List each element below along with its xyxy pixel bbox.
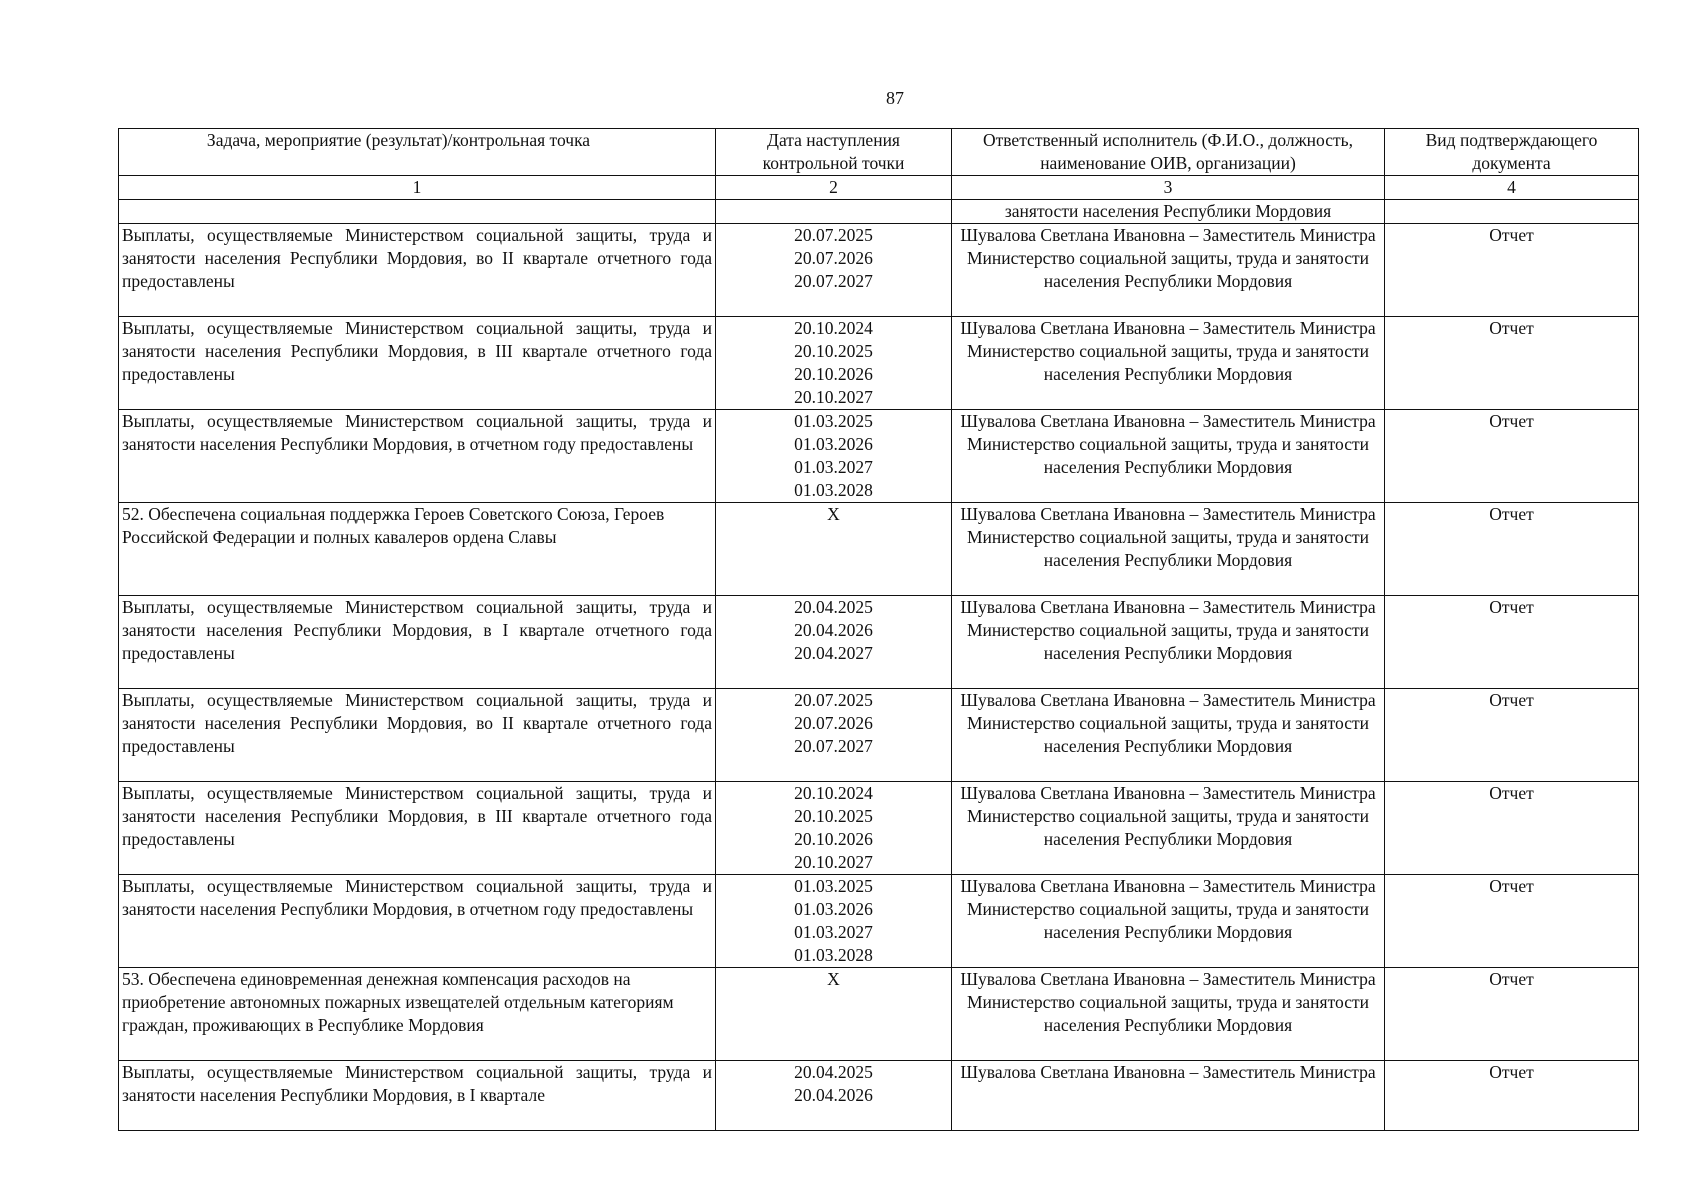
responsible-person: Шувалова Светлана Ивановна – Заместитель Министра	[960, 1062, 1376, 1082]
control-date: 20.04.2025	[794, 1062, 873, 1082]
continuation-responsible: занятости населения Республики Мордовия	[952, 200, 1385, 224]
control-date: 20.07.2025	[794, 690, 873, 710]
task-cell: Выплаты, осуществляемые Министерством социальной защиты, труда и занятости населения Республики Мордовия, в III квартале отчетного года предоставлены	[119, 782, 716, 875]
control-date: 20.10.2027	[794, 387, 873, 407]
control-date: 01.03.2026	[794, 434, 873, 454]
responsible-cell	[952, 596, 1385, 689]
control-date: X	[827, 969, 840, 989]
control-points-table	[118, 128, 1639, 1131]
document-type-cell: Отчет	[1385, 317, 1639, 410]
control-date: 20.10.2024	[794, 783, 873, 803]
responsible-organization: Министерство социальной защиты, труда и занятости населения Республики Мордовия	[967, 713, 1369, 756]
responsible-person: Шувалова Светлана Ивановна – Заместитель Министра	[960, 690, 1376, 710]
responsible-cell	[952, 224, 1385, 317]
responsible-organization: Министерство социальной защиты, труда и занятости населения Республики Мордовия	[967, 527, 1369, 570]
date-cell	[716, 782, 952, 875]
header-responsible: Ответственный исполнитель (Ф.И.О., должность, наименование ОИВ, организации)	[952, 129, 1385, 176]
control-date: 20.04.2027	[794, 643, 873, 663]
continuation-document	[1385, 200, 1639, 224]
table-row	[119, 968, 1639, 1061]
control-date: 01.03.2028	[794, 945, 873, 965]
responsible-person: Шувалова Светлана Ивановна – Заместитель Министра	[960, 318, 1376, 338]
control-date: 20.10.2025	[794, 806, 873, 826]
control-date: 20.04.2026	[794, 1085, 873, 1105]
table-row	[119, 224, 1639, 317]
document-type-cell: Отчет	[1385, 875, 1639, 968]
responsible-organization: Министерство социальной защиты, труда и занятости населения Республики Мордовия	[967, 899, 1369, 942]
continuation-date	[716, 200, 952, 224]
column-number-2: 2	[716, 176, 952, 200]
document-type-cell: Отчет	[1385, 968, 1639, 1061]
task-cell: Выплаты, осуществляемые Министерством социальной защиты, труда и занятости населения Республики Мордовия, во II квартале отчетного года предоставлены	[119, 224, 716, 317]
table-row	[119, 596, 1639, 689]
responsible-person: Шувалова Светлана Ивановна – Заместитель Министра	[960, 225, 1376, 245]
task-cell: 53. Обеспечена единовременная денежная компенсация расходов на приобретение автономных пожарных извещателей отдельным категориям граждан, проживающих в Республике Мордовия	[119, 968, 716, 1061]
control-date: 20.10.2026	[794, 364, 873, 384]
document-type-cell: Отчет	[1385, 689, 1639, 782]
responsible-organization: Министерство социальной защиты, труда и занятости населения Республики Мордовия	[967, 341, 1369, 384]
document-type-cell: Отчет	[1385, 224, 1639, 317]
document-type-cell: Отчет	[1385, 782, 1639, 875]
control-date: 01.03.2027	[794, 922, 873, 942]
responsible-cell	[952, 503, 1385, 596]
date-cell	[716, 410, 952, 503]
document-type-cell: Отчет	[1385, 1061, 1639, 1131]
control-date: 01.03.2027	[794, 457, 873, 477]
responsible-person: Шувалова Светлана Ивановна – Заместитель Министра	[960, 597, 1376, 617]
header-document-type: Вид подтверждающего документа	[1385, 129, 1639, 176]
table-row	[119, 503, 1639, 596]
control-date: 20.04.2025	[794, 597, 873, 617]
responsible-cell	[952, 875, 1385, 968]
table-row	[119, 410, 1639, 503]
control-date: X	[827, 504, 840, 524]
table-row	[119, 317, 1639, 410]
responsible-organization: Министерство социальной защиты, труда и занятости населения Республики Мордовия	[967, 992, 1369, 1035]
control-date: 20.10.2024	[794, 318, 873, 338]
task-cell: Выплаты, осуществляемые Министерством социальной защиты, труда и занятости населения Республики Мордовия, в I квартале отчетного года предоставлены	[119, 596, 716, 689]
date-cell	[716, 503, 952, 596]
control-date: 20.10.2026	[794, 829, 873, 849]
responsible-cell	[952, 968, 1385, 1061]
task-cell: Выплаты, осуществляемые Министерством социальной защиты, труда и занятости населения Республики Мордовия, в отчетном году предоставлены	[119, 875, 716, 968]
table-row	[119, 875, 1639, 968]
responsible-organization: Министерство социальной защиты, труда и занятости населения Республики Мордовия	[967, 248, 1369, 291]
control-date: 01.03.2025	[794, 876, 873, 896]
responsible-cell	[952, 689, 1385, 782]
header-task: Задача, мероприятие (результат)/контрольная точка	[119, 129, 716, 176]
date-cell	[716, 875, 952, 968]
continuation-row	[119, 200, 1639, 224]
control-date: 20.04.2026	[794, 620, 873, 640]
control-date: 20.07.2025	[794, 225, 873, 245]
responsible-cell	[952, 410, 1385, 503]
date-cell	[716, 689, 952, 782]
responsible-person: Шувалова Светлана Ивановна – Заместитель Министра	[960, 969, 1376, 989]
task-cell: Выплаты, осуществляемые Министерством социальной защиты, труда и занятости населения Республики Мордовия, во II квартале отчетного года предоставлены	[119, 689, 716, 782]
date-cell	[716, 317, 952, 410]
control-date: 01.03.2028	[794, 480, 873, 500]
task-cell: Выплаты, осуществляемые Министерством социальной защиты, труда и занятости населения Республики Мордовия, в III квартале отчетного года предоставлены	[119, 317, 716, 410]
table-row	[119, 782, 1639, 875]
control-date: 20.10.2025	[794, 341, 873, 361]
control-date: 01.03.2026	[794, 899, 873, 919]
header-date: Дата наступления контрольной точки	[716, 129, 952, 176]
responsible-organization: Министерство социальной защиты, труда и занятости населения Республики Мордовия	[967, 434, 1369, 477]
header-row	[119, 129, 1639, 176]
responsible-cell	[952, 782, 1385, 875]
responsible-person: Шувалова Светлана Ивановна – Заместитель Министра	[960, 876, 1376, 896]
date-cell	[716, 968, 952, 1061]
column-number-1: 1	[119, 176, 716, 200]
document-type-cell: Отчет	[1385, 503, 1639, 596]
date-cell	[716, 1061, 952, 1131]
task-cell: 52. Обеспечена социальная поддержка Героев Советского Союза, Героев Российской Федерации и полных кавалеров ордена Славы	[119, 503, 716, 596]
responsible-person: Шувалова Светлана Ивановна – Заместитель Министра	[960, 411, 1376, 431]
date-cell	[716, 596, 952, 689]
task-cell: Выплаты, осуществляемые Министерством социальной защиты, труда и занятости населения Республики Мордовия, в I квартале	[119, 1061, 716, 1131]
column-number-row	[119, 176, 1639, 200]
table-row	[119, 689, 1639, 782]
date-cell	[716, 224, 952, 317]
column-number-3: 3	[952, 176, 1385, 200]
control-date: 20.10.2027	[794, 852, 873, 872]
control-date: 20.07.2026	[794, 248, 873, 268]
responsible-cell	[952, 317, 1385, 410]
continuation-task	[119, 200, 716, 224]
responsible-person: Шувалова Светлана Ивановна – Заместитель Министра	[960, 504, 1376, 524]
control-date: 20.07.2027	[794, 271, 873, 291]
task-cell: Выплаты, осуществляемые Министерством социальной защиты, труда и занятости населения Республики Мордовия, в отчетном году предоставлены	[119, 410, 716, 503]
control-date: 20.07.2026	[794, 713, 873, 733]
table-row	[119, 1061, 1639, 1131]
document-type-cell: Отчет	[1385, 410, 1639, 503]
page-number: 87	[886, 88, 904, 108]
column-number-4: 4	[1385, 176, 1639, 200]
responsible-organization: Министерство социальной защиты, труда и занятости населения Республики Мордовия	[967, 806, 1369, 849]
control-date: 01.03.2025	[794, 411, 873, 431]
responsible-organization: Министерство социальной защиты, труда и занятости населения Республики Мордовия	[967, 620, 1369, 663]
control-date: 20.07.2027	[794, 736, 873, 756]
responsible-cell	[952, 1061, 1385, 1131]
document-type-cell: Отчет	[1385, 596, 1639, 689]
table-body	[119, 200, 1639, 1131]
responsible-person: Шувалова Светлана Ивановна – Заместитель Министра	[960, 783, 1376, 803]
